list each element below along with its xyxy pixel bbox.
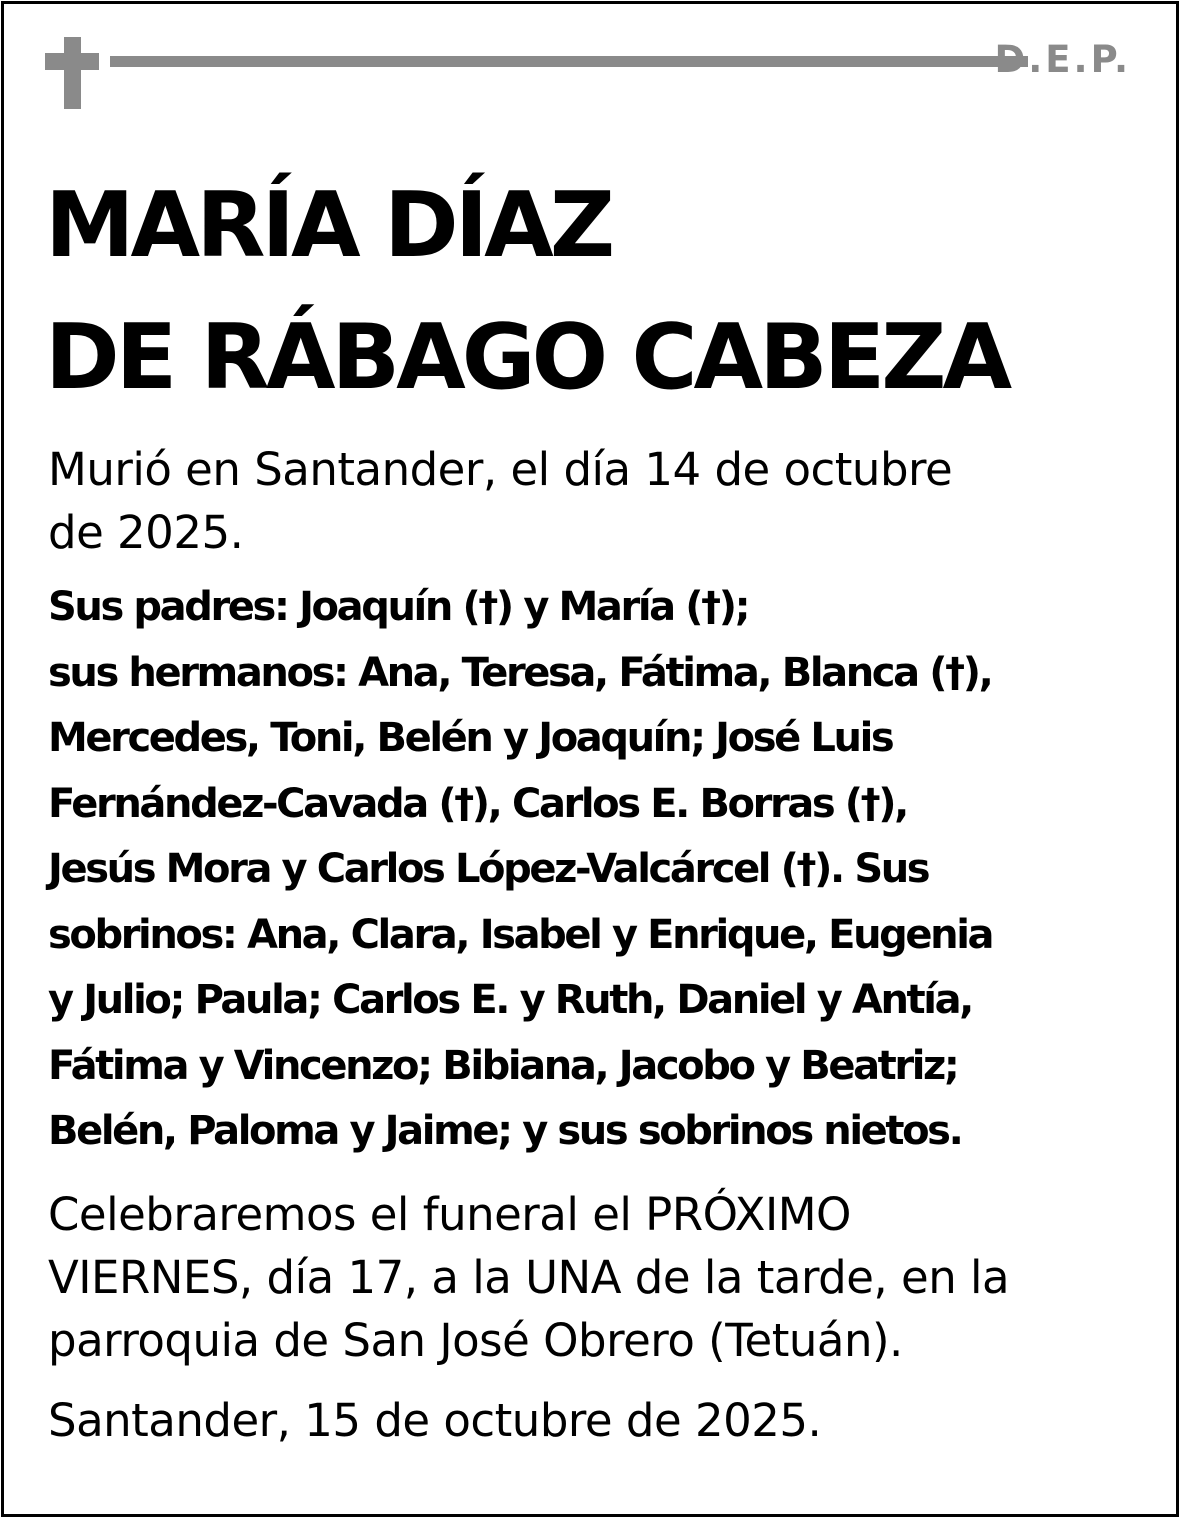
family-line: Belén, Paloma y Jaime; y sus sobrinos nietos. — [48, 1108, 962, 1154]
funeral-line: parroquia de San José Obrero (Tetuán). — [48, 1314, 903, 1367]
funeral-line: Celebraremos el funeral el PRÓXIMO — [48, 1188, 851, 1241]
family-line: Mercedes, Toni, Belén y Joaquín; José Luis — [48, 715, 893, 761]
cross-icon-vertical-bar — [64, 37, 81, 109]
dep-label: D.E.P. — [994, 38, 1131, 81]
family-line: sus hermanos: Ana, Teresa, Fátima, Blanca (†), — [48, 649, 992, 696]
funeral-line: VIERNES, día 17, a la UNA de la tarde, en la — [48, 1251, 1010, 1304]
family-line: sobrinos: Ana, Clara, Isabel y Enrique, Eugenia — [48, 911, 993, 958]
family-line: Fernández-Cavada (†), Carlos E. Borras (†), — [48, 780, 907, 827]
obituary-header — [45, 37, 1135, 112]
family-line: Jesús Mora y Carlos López-Valcárcel (†). Sus — [48, 846, 929, 892]
death-notice — [48, 438, 1148, 564]
place-date-line: Santander, 15 de octubre de 2025. — [48, 1394, 822, 1447]
header-rule — [110, 56, 1028, 67]
family-line: Sus padres: Joaquín (†) y María (†); — [48, 584, 749, 630]
deceased-name-line-2: DE RÁBAGO CABEZA — [45, 305, 1009, 410]
death-notice-line-2: de 2025. — [48, 506, 244, 559]
deceased-name-line-1: MARÍA DÍAZ — [45, 173, 612, 278]
cross-icon — [45, 37, 101, 112]
family-list — [48, 575, 1148, 1165]
death-notice-line-1: Murió en Santander, el día 14 de octubre — [48, 443, 953, 496]
family-line: y Julio; Paula; Carlos E. y Ruth, Daniel y Antía, — [48, 977, 972, 1023]
deceased-name — [45, 160, 1155, 424]
cross-icon-horizontal-bar — [45, 53, 99, 70]
funeral-notice — [48, 1183, 1148, 1372]
family-line: Fátima y Vincenzo; Bibiana, Jacobo y Beatriz; — [48, 1042, 958, 1089]
place-date — [48, 1389, 1148, 1452]
